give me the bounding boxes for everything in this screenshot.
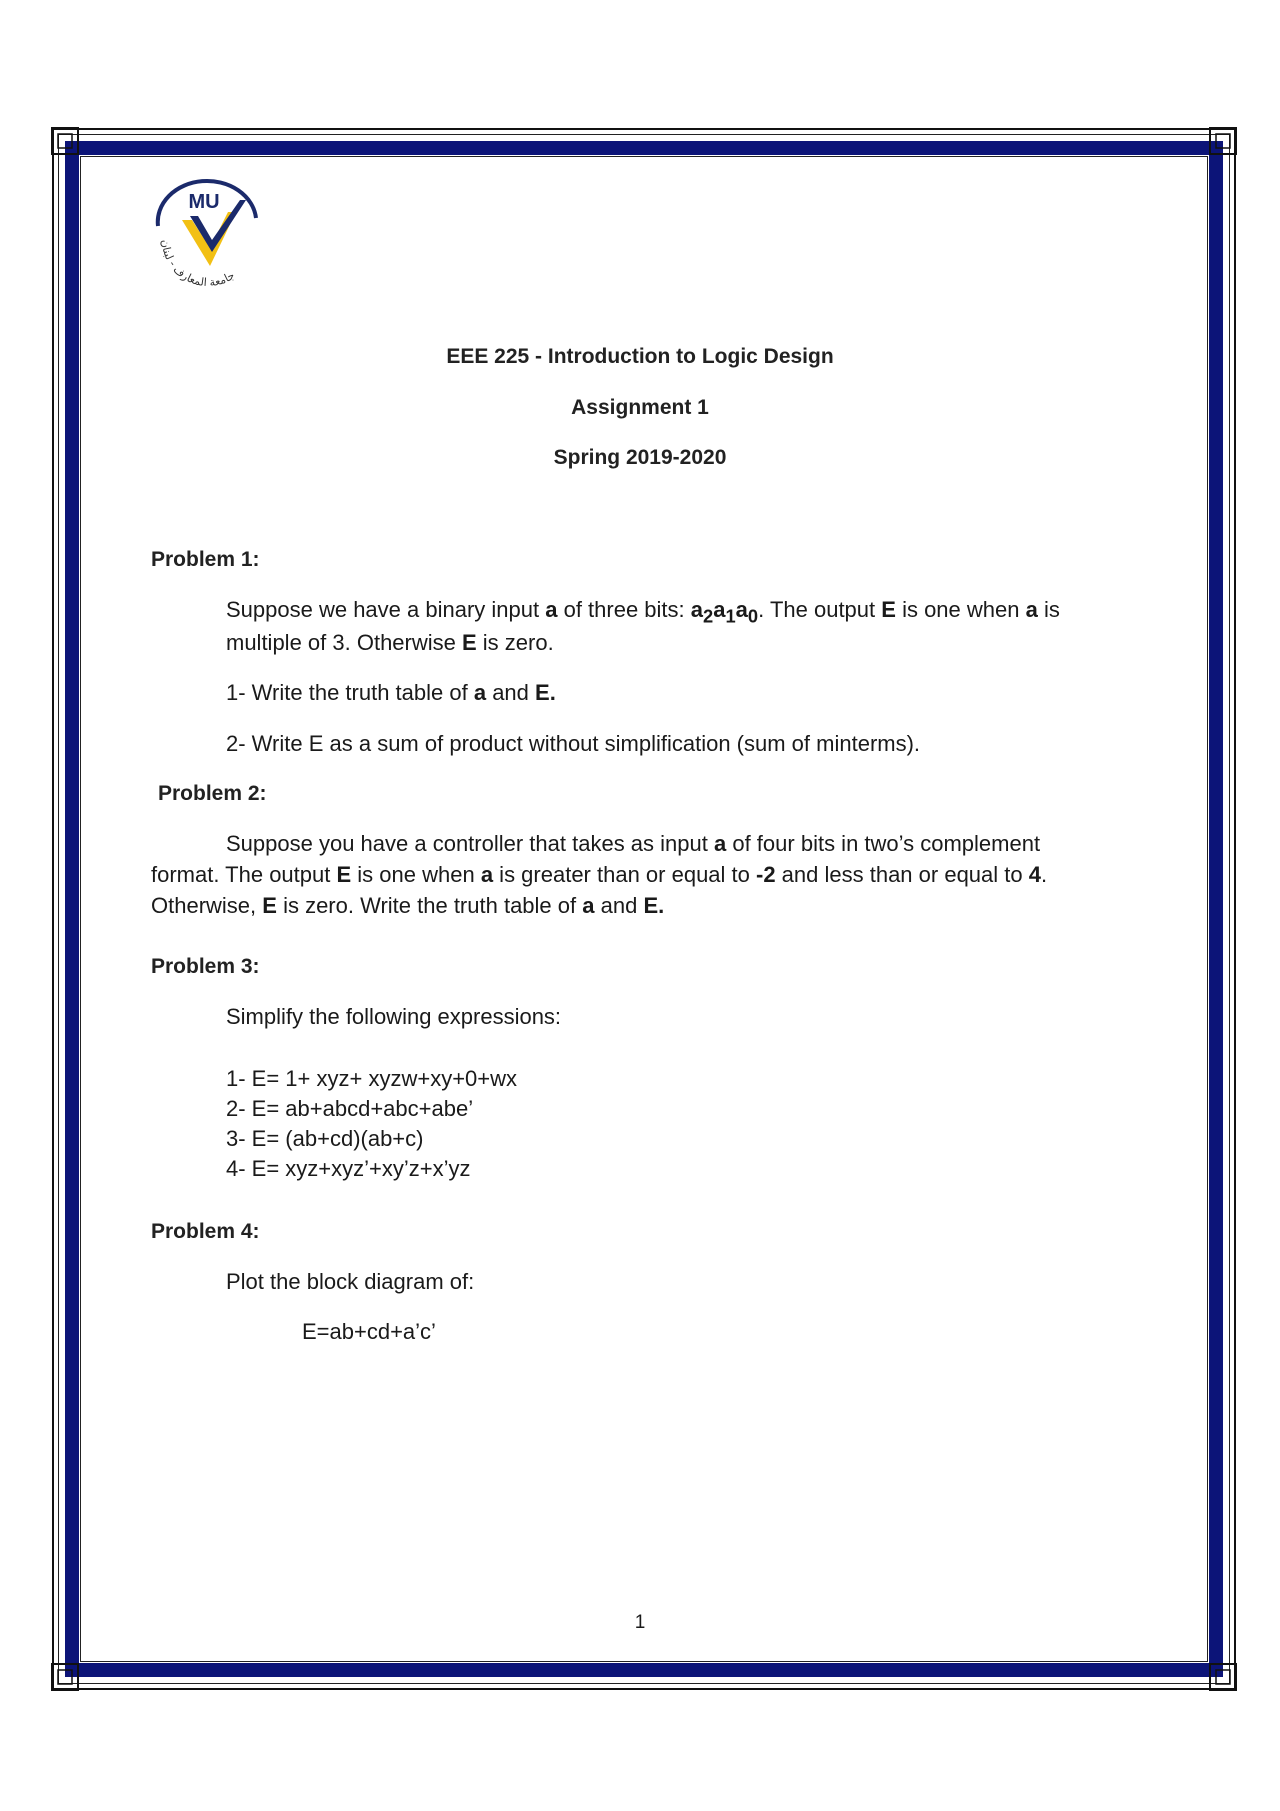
svg-text:جامعة المعارف - لبنان: جامعة المعارف - لبنان: [158, 239, 238, 290]
problem-1-label: Problem 1:: [151, 548, 260, 571]
problem-1-question-2: 2- Write E as a sum of product without simplification (sum of minterms).: [226, 731, 921, 756]
problem-4-expression: E=ab+cd+a’c’: [302, 1319, 436, 1344]
assignment-title: Assignment 1: [571, 396, 709, 419]
svg-text:MU: MU: [188, 191, 220, 213]
problem-3-label: Problem 3:: [151, 955, 260, 978]
expression-item: 4- E= xyz+xyz’+xy’z+x’yz: [226, 1156, 471, 1181]
course-title: EEE 225 - Introduction to Logic Design: [446, 345, 834, 368]
page-number: 1: [634, 1612, 646, 1633]
problem-2-line-1: Suppose you have a controller that takes as input a of four bits in two’s complement: [226, 831, 1041, 856]
problem-3-intro: Simplify the following expressions:: [226, 1004, 562, 1029]
problem-1-line-2: multiple of 3. Otherwise E is zero.: [226, 630, 554, 655]
corner-ornament-icon: [1208, 126, 1238, 156]
expression-item: 1- E= 1+ xyz+ xyzw+xy+0+wx: [226, 1066, 518, 1091]
expression-item: 2- E= ab+abcd+abc+abe’: [226, 1096, 474, 1121]
corner-ornament-icon: [50, 126, 80, 156]
problem-2-line-3: Otherwise, E is zero. Write the truth table of a and E.: [151, 893, 665, 918]
term-title: Spring 2019-2020: [553, 446, 727, 469]
university-logo: [148, 178, 264, 294]
problem-4-label: Problem 4:: [151, 1220, 260, 1243]
problem-2-label: Problem 2:: [158, 782, 267, 805]
problem-1-question-1: 1- Write the truth table of a and E.: [226, 680, 556, 705]
expression-item: 3- E= (ab+cd)(ab+c): [226, 1126, 424, 1151]
corner-ornament-icon: [50, 1662, 80, 1692]
problem-2-line-2: format. The output E is one when a is greater than or equal to -2 and less than or equal to 4.: [151, 862, 1048, 887]
corner-ornament-icon: [1208, 1662, 1238, 1692]
problem-4-intro: Plot the block diagram of:: [226, 1269, 475, 1294]
problem-1-line-1: Suppose we have a binary input a of three bits: $a_2a_1a_0$. The output E is one when a is: [226, 597, 1060, 627]
